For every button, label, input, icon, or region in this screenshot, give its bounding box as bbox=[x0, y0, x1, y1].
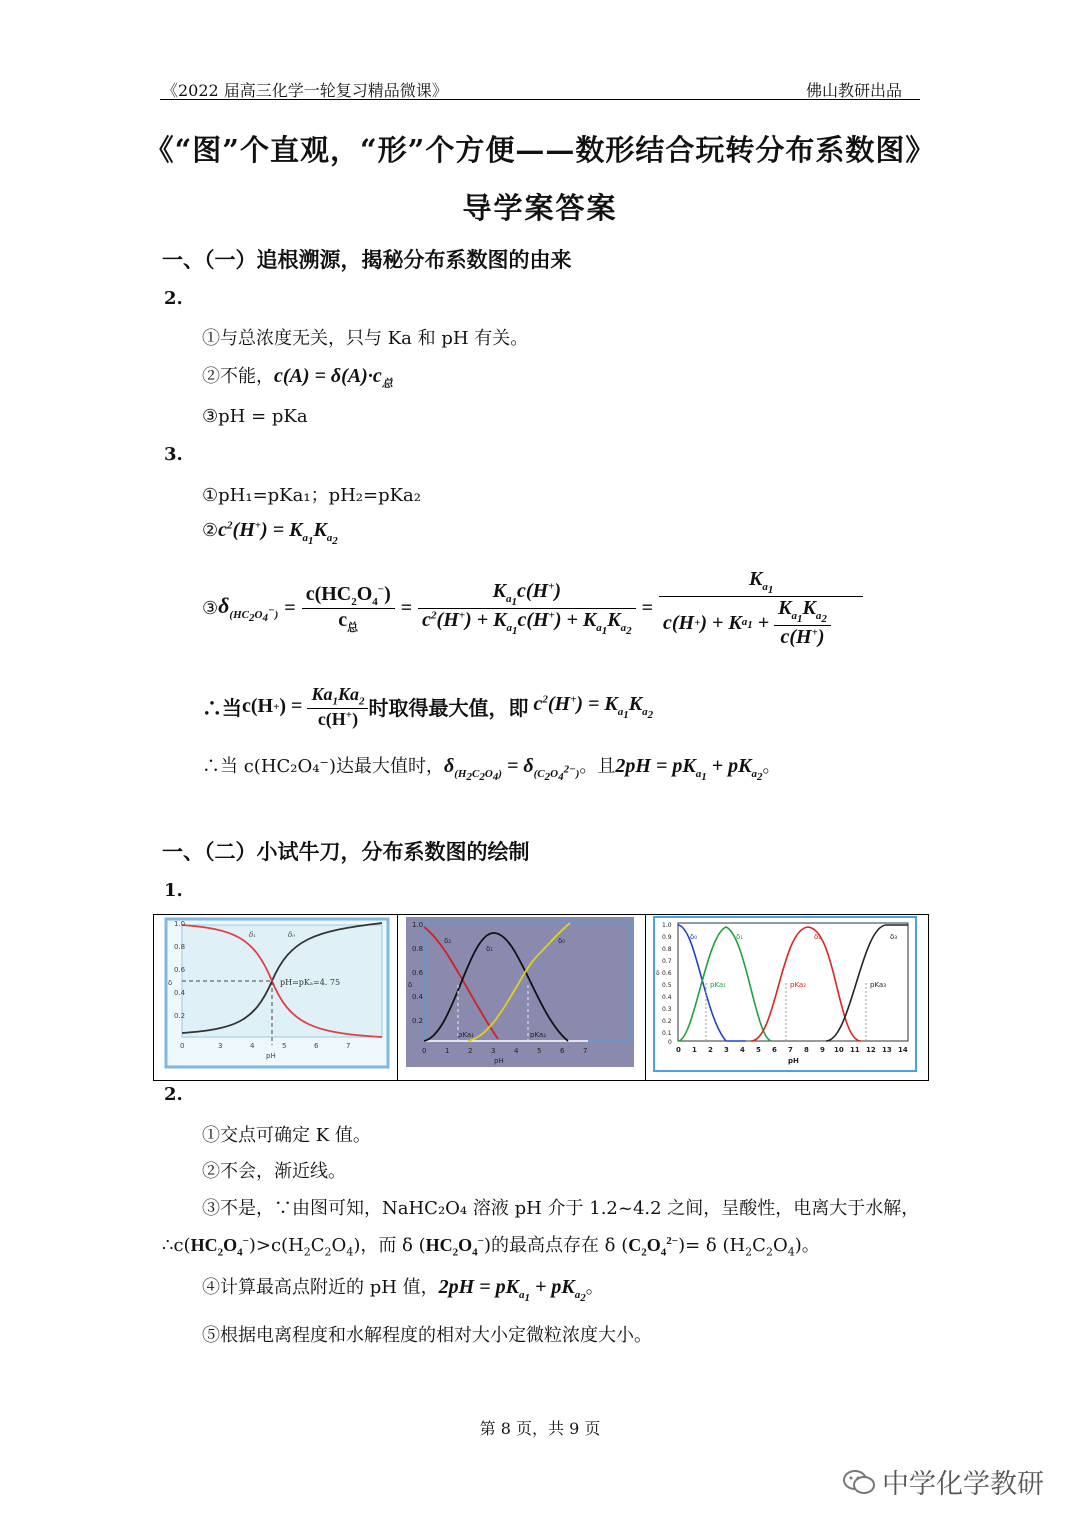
chart1-xtick: 7 bbox=[346, 1042, 351, 1050]
s2-q2-item4-text: ④计算最高点附近的 pH 值， bbox=[202, 1277, 439, 1298]
page-title: 《“图”个直观，“形”个方便——数形结合玩转分布系数图》 bbox=[144, 133, 936, 167]
chart3-label: δ₃ bbox=[890, 933, 898, 941]
q3-item3-text: ③ bbox=[202, 598, 219, 620]
s2-q2-item3: ③不是，∵由图可知，NaHC₂O₄ 溶液 pH 介于 1.2~4.2 之间，呈酸性，电离大于水解， bbox=[202, 1198, 920, 1219]
q3-conclusion2-prefix: ∴当 c(HC₂O₄⁻)达最大值时， bbox=[202, 756, 445, 777]
chart1-xtick: 5 bbox=[282, 1042, 287, 1050]
q3-item3-formula: $\delta_{(HC_2O_4^-)}$ = $\frac{c(HC_2O_4^-)}{c_总}$ = $\frac{K_{a_1}c(H^+)}{c^2(H^+) + K_{a_1}c(H^+) + K_{a_1}K_{a_2}}$ = $K_{a_1}$ c(H + ) + K $a_1$ + $\frac{K_{a_1}K_{a_2}}{c(H^+)}$ bbox=[218, 568, 863, 649]
q2-item2-formula: $c(A) = \delta(A)\cdot c_总$ bbox=[274, 365, 393, 390]
chart1-cell bbox=[154, 915, 398, 1080]
chart2-xtick: 1 bbox=[445, 1047, 450, 1055]
chart3-label: pKa₁ bbox=[710, 981, 727, 989]
chart3-xlabel: pH bbox=[788, 1057, 799, 1065]
chart3-ytick: 0.6 bbox=[662, 970, 672, 977]
chart1-xtick: 0 bbox=[180, 1042, 185, 1050]
s2-q1-label: 1. bbox=[164, 880, 183, 901]
chart3-xtick: 4 bbox=[740, 1046, 745, 1054]
q3-item2-formula: $c^2(H^+) = K_{a_1}K_{a_2}$ bbox=[218, 519, 338, 548]
q3-item3 bbox=[202, 568, 863, 649]
chart3-ytick: 0.5 bbox=[662, 982, 672, 989]
chart1-ytick: 0.8 bbox=[174, 943, 186, 951]
chart1-legend-1: δ₁ bbox=[249, 931, 257, 939]
chart3-ytick: 0 bbox=[668, 1039, 672, 1046]
q3-item2-text: ② bbox=[202, 520, 219, 541]
chart3-xtick: 9 bbox=[820, 1046, 825, 1054]
q3-conclusion2-formula2: $2pH = pK_{a_1} + pK_{a_2}$ bbox=[615, 755, 763, 784]
chart1-annotation: pH=pKₐ=4. 75 bbox=[280, 978, 341, 987]
chart1 bbox=[154, 915, 397, 1080]
q3-item2 bbox=[202, 519, 338, 547]
q3-conclusion1-prefix: ∴当 bbox=[202, 698, 242, 721]
q3-conclusion2: ∴当 c(HC₂O₄⁻)达最大值时，$\delta_{(H_2C_2O_4)} = \delta_{(C_2O_4^{2-})}$。且$2pH = pK_{a_1} + pK_{a_2}$。 bbox=[202, 755, 781, 784]
chart2-xtick: 4 bbox=[514, 1047, 519, 1055]
chart2-label: pKa₁ bbox=[458, 1031, 475, 1039]
s2-q2-item4: ④计算最高点附近的 pH 值，$2pH = pK_{a_1} + pK_{a_2}$。 bbox=[202, 1276, 604, 1305]
page-subtitle: 导学案答案 bbox=[462, 191, 618, 225]
chart2-ylabel: δ bbox=[408, 981, 413, 989]
s2-q2-item4-formula: $2pH = pK_{a_1} + pK_{a_2}$ bbox=[438, 1276, 586, 1305]
chart2-xtick: 7 bbox=[583, 1047, 588, 1055]
q3-conclusion2-mid: 。且 bbox=[579, 756, 616, 777]
chart3-ytick: 0.1 bbox=[662, 1030, 672, 1037]
s2-q2-item3-cont: $\therefore c(HC_2O_4^-)>c(H_2C_2O_4)$，而 δ $(HC_2O_4^-)$的最高点存在 δ $(C_2O_4^{2-})= \delta$ $(H_2C_2O_4)$。 bbox=[162, 1235, 820, 1259]
chart1-ytick: 0.4 bbox=[174, 989, 186, 997]
chart3-label: δ₂ bbox=[814, 933, 822, 941]
q3-conclusion1 bbox=[202, 684, 653, 730]
chart3-ytick: 0.3 bbox=[662, 1006, 672, 1013]
chart1-ytick: 0.6 bbox=[174, 966, 186, 974]
chart3-xtick: 5 bbox=[756, 1046, 761, 1054]
chart2-ytick: 0.4 bbox=[412, 993, 424, 1001]
chart1-xtick: 4 bbox=[250, 1042, 255, 1050]
header-left: 《2022 届高三化学一轮复习精品微课》 bbox=[162, 81, 448, 100]
chart3-ytick: 0.2 bbox=[662, 1018, 672, 1025]
chart3-xtick: 6 bbox=[772, 1046, 777, 1054]
q3-conclusion1-formula: c(H + ) = $\frac{Ka_1Ka_2}{c(H^+)}$ bbox=[242, 684, 368, 730]
chart1-ytick: 1.0 bbox=[174, 920, 186, 928]
q2-item2 bbox=[202, 362, 393, 391]
s2-q2-label: 2. bbox=[164, 1084, 183, 1105]
section2-heading: 一、（二）小试牛刀，分布系数图的绘制 bbox=[162, 839, 530, 864]
q3-item1: ①pH₁=pKa₁；pH₂=pKa₂ bbox=[202, 485, 422, 506]
chart3-ylabel: δ bbox=[656, 970, 660, 977]
s2-q2-item1: ①交点可确定 K 值。 bbox=[202, 1125, 371, 1146]
chart3-xtick: 2 bbox=[708, 1046, 713, 1054]
chart1-ytick: 0.2 bbox=[174, 1012, 186, 1020]
chart3-xtick: 10 bbox=[834, 1046, 844, 1054]
wechat-icon bbox=[842, 1468, 876, 1503]
chart1-legend-2: δ₀ bbox=[288, 931, 296, 939]
chart3-ytick: 1.0 bbox=[662, 922, 672, 929]
chart3-xtick: 11 bbox=[850, 1046, 860, 1054]
chart2-label: δ₀ bbox=[558, 937, 566, 945]
s2-q2-item5: ⑤根据电离程度和水解程度的相对大小定微粒浓度大小。 bbox=[202, 1325, 652, 1346]
chart3-label: pKa₃ bbox=[870, 981, 887, 989]
chart3-xtick: 12 bbox=[866, 1046, 876, 1054]
chart1-xtick: 3 bbox=[218, 1042, 223, 1050]
chart3-xtick: 1 bbox=[692, 1046, 697, 1054]
chart2-ytick: 0.2 bbox=[412, 1017, 424, 1025]
chart3-xtick: 3 bbox=[724, 1046, 729, 1054]
chart2-ytick: 1.0 bbox=[412, 921, 424, 929]
q2-item3: ③pH = pKa bbox=[202, 406, 308, 427]
chart2-label: pKa₂ bbox=[530, 1031, 547, 1039]
q3-conclusion1-formula2: $c^2(H^+) = K_{a_1}K_{a_2}$ bbox=[528, 692, 654, 721]
chart3-label: δ₁ bbox=[736, 933, 744, 941]
chart2-cell bbox=[398, 915, 646, 1080]
chart2-xtick: 6 bbox=[560, 1047, 565, 1055]
chart3-label: δ₀ bbox=[690, 933, 698, 941]
chart2-xtick: 0 bbox=[422, 1047, 427, 1055]
chart2-xtick: 5 bbox=[537, 1047, 542, 1055]
watermark-text: 中学化学教研 bbox=[882, 1469, 1044, 1500]
chart2 bbox=[398, 915, 645, 1080]
q2-label: 2. bbox=[164, 288, 183, 309]
header-rule bbox=[160, 99, 920, 100]
chart3 bbox=[646, 915, 928, 1080]
chart3-xtick: 8 bbox=[804, 1046, 809, 1054]
chart3-cell bbox=[646, 915, 928, 1080]
q2-item1: ①与总浓度无关，只与 Ka 和 pH 有关。 bbox=[202, 328, 529, 349]
chart3-ytick: 0.8 bbox=[662, 946, 672, 953]
chart3-ytick: 0.4 bbox=[662, 994, 672, 1001]
chart2-label: δ₂ bbox=[444, 937, 452, 945]
chart3-label: pKa₂ bbox=[790, 981, 807, 989]
chart2-ytick: 0.8 bbox=[412, 945, 424, 953]
page-footer: 第 8 页，共 9 页 bbox=[479, 1419, 601, 1438]
chart3-xtick: 13 bbox=[882, 1046, 892, 1054]
section1-heading: 一、（一）追根溯源，揭秘分布系数图的由来 bbox=[162, 247, 572, 272]
chart-row bbox=[153, 914, 929, 1081]
chart3-xtick: 7 bbox=[788, 1046, 793, 1054]
chart1-xlabel: pH bbox=[266, 1052, 276, 1060]
q3-label: 3. bbox=[164, 444, 183, 465]
chart2-xtick: 2 bbox=[468, 1047, 473, 1055]
watermark bbox=[842, 1462, 1044, 1503]
q3-conclusion2-formula: $\delta_{(H_2C_2O_4)} = \delta_{(C_2O_4^{2-})}$ bbox=[444, 755, 580, 784]
chart2-label: δ₁ bbox=[486, 945, 494, 953]
s2-q2-item2: ②不会，渐近线。 bbox=[202, 1161, 346, 1182]
q2-item2-text: ②不能， bbox=[202, 366, 274, 387]
header-right: 佛山教研出品 bbox=[805, 81, 902, 100]
chart2-xlabel: pH bbox=[494, 1057, 504, 1065]
chart3-ytick: 0.9 bbox=[662, 934, 672, 941]
chart3-ytick: 0.7 bbox=[662, 958, 672, 965]
q3-conclusion1-mid: 时取得最大值，即 bbox=[368, 698, 529, 721]
chart3-xtick: 14 bbox=[898, 1046, 908, 1054]
chart2-xtick: 3 bbox=[491, 1047, 496, 1055]
chart1-xtick: 6 bbox=[314, 1042, 319, 1050]
chart3-xtick: 0 bbox=[676, 1046, 681, 1054]
chart2-ytick: 0.6 bbox=[412, 969, 424, 977]
chart1-ylabel: δ bbox=[168, 979, 173, 987]
